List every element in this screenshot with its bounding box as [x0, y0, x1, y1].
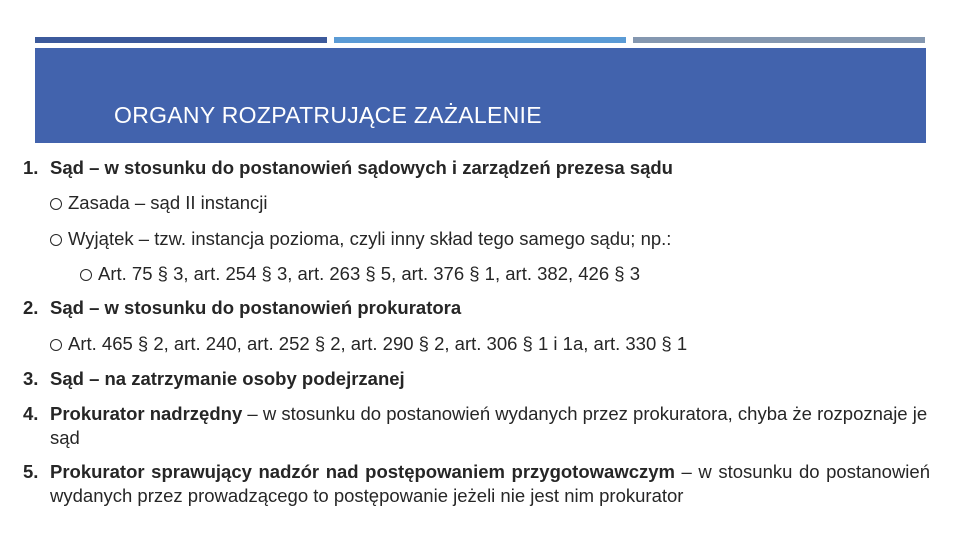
slide-title: ORGANY ROZPATRUJĄCE ZAŻALENIE [114, 102, 542, 128]
subitem-1-2-1 [80, 262, 640, 286]
subitem-1-1 [50, 191, 268, 215]
item-number: 4. [23, 403, 39, 424]
item-number: 2. [23, 297, 39, 318]
item-3-heading: Sąd – na zatrzymanie osoby podejrzanej [50, 368, 405, 389]
subitem-text: Art. 75 § 3, art. 254 § 3, art. 263 § 5, art. 376 § 1, art. 382, 426 § 3 [98, 263, 640, 284]
subitem-text: Zasada – sąd II instancji [68, 192, 268, 213]
accent-bar-dark-blue [35, 37, 327, 43]
subitem-text: Wyjątek – tzw. instancja pozioma, czyli inny skład tego samego sądu; np.: [68, 228, 672, 249]
circle-bullet-icon [80, 269, 92, 281]
item-4-rest: – w stosunku do postanowień wydanych przez prokuratora, chyba że rozpoznaje je sąd [50, 403, 928, 448]
subitem-text: Art. 465 § 2, art. 240, art. 252 § 2, art. 290 § 2, art. 306 § 1 i 1a, art. 330 § 1 [68, 333, 688, 354]
item-4-text [50, 402, 930, 450]
item-5-lead: Prokurator sprawujący nadzór nad postępowaniem przygotowawczym [50, 461, 675, 482]
accent-bar-gray [633, 37, 925, 43]
circle-bullet-icon [50, 198, 62, 210]
item-2-heading: Sąd – w stosunku do postanowień prokuratora [50, 297, 462, 318]
item-5-rest: – w stosunku do postanowień wydanych przez prowadzącego to postępowanie jeżeli nie jest nim prokurator [50, 461, 930, 506]
circle-bullet-icon [50, 339, 62, 351]
item-number: 3. [23, 368, 39, 389]
subitem-1-2 [50, 227, 671, 251]
circle-bullet-icon [50, 234, 62, 246]
item-4-lead: Prokurator nadrzędny [50, 403, 243, 424]
accent-bar-light-blue [334, 37, 626, 43]
subitem-2-1 [50, 332, 687, 356]
item-1-heading: Sąd – w stosunku do postanowień sądowych i zarządzeń prezesa sądu [50, 157, 673, 178]
item-number: 1. [23, 157, 39, 178]
item-number: 5. [23, 461, 39, 482]
item-5-text [50, 460, 930, 508]
title-banner [35, 48, 926, 143]
